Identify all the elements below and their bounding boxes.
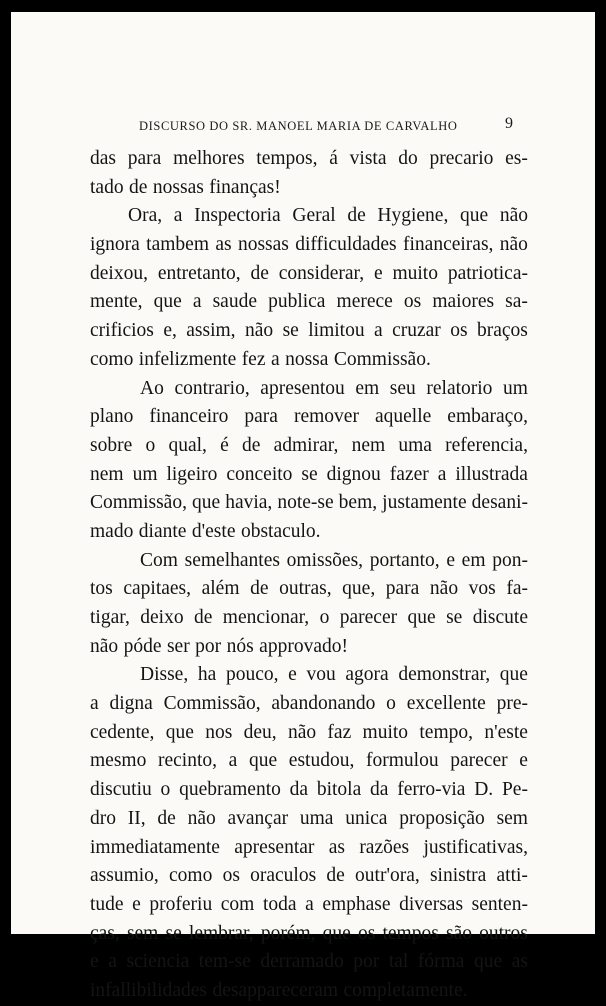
word: demonstrar, [398,664,491,686]
book-page [11,12,595,1001]
text-line [90,288,528,317]
word: mesmo [90,750,147,772]
text-line [90,403,528,432]
word: de [250,578,269,600]
text-line [90,260,528,289]
word: outr'ora, [355,865,420,887]
word: se [446,607,463,628]
word: se [165,922,182,944]
word: Ora, [128,205,163,227]
word: dro [90,807,116,829]
word: e [446,549,455,571]
text-line [90,375,528,404]
word: muito [362,721,409,743]
word: além [201,578,240,600]
word: não [90,635,119,657]
word: braços [476,320,528,342]
word: justificativas, [423,836,528,858]
word: bitola [316,779,362,801]
word: mado [90,520,134,542]
word: a [270,348,280,370]
word: vos [468,578,496,600]
word: o [319,607,330,628]
word: as [215,234,232,256]
word: e [519,750,528,772]
word: ligeiro [166,463,218,485]
word: nossas [237,234,289,256]
word: merece [336,291,393,313]
word: qual, [168,434,207,456]
text-line [90,690,528,719]
word: não [429,578,459,600]
word: discute [472,607,528,628]
word: se [282,320,299,342]
word: diante [138,520,187,542]
word: da [289,779,309,801]
word: faz [327,721,352,743]
word: sa- [505,291,528,313]
word: approvado! [259,635,348,657]
word: seu [389,377,416,399]
word: II, [127,807,146,829]
word: bem, [338,492,378,514]
word: financeiro [149,406,229,428]
word: a [90,693,99,715]
word: de [326,865,345,887]
word: que [165,721,194,743]
word: que [248,750,278,772]
word: não [287,721,317,743]
word: e [288,664,297,686]
word: de [157,807,176,829]
word: Pe- [501,779,528,801]
text-line [90,776,528,805]
word: assim, [186,320,236,342]
word: Geral [292,205,336,227]
word: como [169,865,213,887]
word: Commissão, [90,492,187,514]
word: lembrar, [188,922,254,944]
word: Com [140,549,178,571]
word: por [353,951,380,973]
word: com [220,893,255,915]
word: da [370,779,389,801]
word: para [385,578,420,600]
word: proposição [399,807,485,829]
word: dignou [326,463,381,485]
word: Disse, [140,664,189,686]
word: um [132,463,158,485]
word: e, [163,320,177,342]
word: que [322,922,351,944]
word: a [305,893,314,915]
word: note-se [277,492,334,514]
running-title: DISCURSO DO SR. MANOEL MARIA DE CARVALHO [139,119,458,133]
word: deixou, [90,262,148,284]
word: em [355,377,380,399]
word: de [347,205,366,227]
word: de [250,262,269,284]
word: a [228,750,238,772]
word: para [127,148,162,169]
word: porém, [260,922,316,944]
word: não [187,807,216,829]
word: ças, [90,922,120,944]
word: estudou, [288,750,355,772]
word: nossas [152,176,204,198]
word: uma [299,807,334,829]
word: desani- [471,492,528,514]
word: tambem [146,234,209,256]
word: vou [306,664,336,686]
word: recinto, [158,750,218,772]
word: precario [429,148,494,169]
word: Commissão. [333,348,431,370]
word: referencia, [445,434,528,456]
word: de [241,434,261,456]
word: formulou [366,750,439,772]
text-line [90,633,528,662]
text-line [90,575,528,604]
word: apresentou [260,377,345,399]
word: maiores [432,291,495,313]
word: proferiu [149,893,213,915]
word: e [373,262,383,284]
word: o [160,779,171,801]
word: d'este [191,520,236,542]
word: financeiras, [403,234,494,256]
word: um [503,377,528,399]
word: quebramento [179,779,281,801]
word: a [192,291,202,313]
word: razões [359,836,410,858]
word: desappareceram [212,979,339,1001]
word: tempo, [419,721,473,743]
word: digna [109,693,153,715]
word: ferro-via [397,779,466,801]
word: abandonando [271,693,376,715]
word: tigar, [90,607,130,628]
text-line [90,977,528,1006]
word: apresentar [234,836,315,858]
word: considerar, [278,262,365,284]
word: não [499,234,528,256]
word: emphase [322,893,391,915]
word: assumio, [90,865,159,887]
word: finanças! [209,176,281,198]
word: atti- [496,865,528,887]
text-line [90,862,528,891]
word: outras, [279,578,332,600]
word: remover [293,406,359,428]
word: que [192,492,221,514]
text-line [90,719,528,748]
word: semelhantes [184,549,280,571]
word: unica [345,807,388,829]
text-line [90,747,528,776]
text-line [90,920,528,949]
word: que [474,951,503,973]
word: a [437,463,447,485]
word: plano [90,406,134,428]
text-line [90,489,528,518]
word: fez [241,348,266,370]
word: omissões, [286,549,364,571]
word: pre- [496,693,528,715]
word: de [129,176,148,198]
word: deixo [140,607,184,628]
word: nós [226,635,254,657]
word: diversas [399,893,464,915]
word: melhores [173,148,245,169]
word: e [90,951,99,973]
word: muito [392,262,438,284]
word: não [499,205,528,227]
word: outros [479,922,528,944]
word: derramado [260,951,344,973]
word: o [386,693,396,715]
word: embaraço, [447,406,528,428]
word: illustrada [455,463,528,485]
text-line [90,891,528,920]
word: contrario, [174,377,250,399]
word: uma [398,434,432,456]
word: Inspectoria [194,205,281,227]
text-line [90,432,528,461]
word: que, [342,578,376,600]
word: tempos [382,922,439,944]
word: que [407,607,436,628]
word: sobre [90,434,133,456]
word: D. [474,779,494,801]
word: do [398,148,418,169]
body-text [90,145,528,1006]
word: os [403,291,422,313]
text-line [90,948,528,977]
word: são [445,922,472,944]
page-number: 9 [505,115,514,132]
word: fazer [389,463,429,485]
word: capitaes, [123,578,192,600]
word: parecer [339,607,398,628]
word: publica [268,291,326,313]
word: a [374,320,383,342]
word: como [90,348,134,370]
word: tado [90,176,124,198]
word: oraculos [250,865,317,887]
word: deu, [243,721,277,743]
text-line [90,805,528,834]
word: ser [166,635,190,657]
text-line [90,547,528,576]
word: toda [262,893,297,915]
text-line [90,834,528,863]
word: de [193,607,213,628]
word: se [301,463,318,485]
word: avançar [227,807,289,829]
word: sinistra [429,865,487,887]
word: ha [197,664,217,686]
word: o [145,434,156,456]
word: que [499,664,528,686]
word: crificios [90,320,154,342]
word: excellente [406,693,486,715]
word: os [222,865,240,887]
word: senten- [471,893,528,915]
word: mencionar, [222,607,310,628]
word: á [329,148,338,169]
word: as [328,836,345,858]
word: e [132,893,141,915]
word: havia, [225,492,273,514]
text-line [90,518,528,547]
text-line [90,661,528,690]
word: as [511,951,528,973]
text-line [90,346,528,375]
word: infelizmente [138,348,237,370]
word: sem [496,807,528,829]
word: póde [123,635,162,657]
word: nem [351,434,386,456]
word: discutiu [90,779,152,801]
word: nem [90,463,124,485]
word: não [244,320,274,342]
running-header [11,115,595,135]
word: infallibilidades [90,979,207,1001]
word: mente, [90,291,143,313]
word: pouco, [225,664,279,686]
text-line [90,461,528,490]
text-line [90,231,528,260]
text-line [90,317,528,346]
word: parecer [450,750,508,772]
word: saude [212,291,257,313]
word: tude [90,893,124,915]
word: tem-se [198,951,251,973]
word: pon- [492,549,528,571]
word: tos [90,578,113,600]
word: que [460,205,489,227]
word: vista [349,148,387,169]
word: é [220,434,229,456]
word: justamente [382,492,467,514]
word: aquelle [374,406,432,428]
word: es- [505,148,528,169]
word: os [357,922,376,944]
word: Hygiene, [377,205,449,227]
word: os [450,320,468,342]
word: tal [388,951,409,973]
word: completamente. [343,979,468,1001]
word: admirar, [273,434,339,456]
word: n'este [484,721,528,743]
word: Ao [140,377,164,399]
word: nos [205,721,233,743]
word: que [153,291,182,313]
word: entretanto, [157,262,241,284]
word: immediatamente [90,836,220,858]
word: limitou [308,320,365,342]
word: cruzar [392,320,441,342]
text-line [90,174,528,203]
word: em [461,549,486,571]
word: Commissão, [163,693,261,715]
word: fa- [506,578,528,600]
word: conceito [226,463,293,485]
word: sem [126,922,159,944]
word: nossa [285,348,329,370]
word: obstaculo. [240,520,321,542]
word: cedente, [90,721,155,743]
word: sciencia [126,951,190,973]
word: a [108,951,117,973]
word: por [195,635,222,657]
text-line [90,604,528,633]
word: portanto, [369,549,440,571]
word: difficuldades [295,234,397,256]
word: das [90,148,116,169]
word: fórma [417,951,465,973]
word: agora [345,664,389,686]
word: relatorio [426,377,493,399]
text-line [90,202,528,231]
text-line [90,145,528,174]
word: tempos, [256,148,318,169]
word: a [173,205,183,227]
word: patriotica- [447,262,528,284]
word: ignora [90,234,140,256]
word: para [244,406,278,428]
